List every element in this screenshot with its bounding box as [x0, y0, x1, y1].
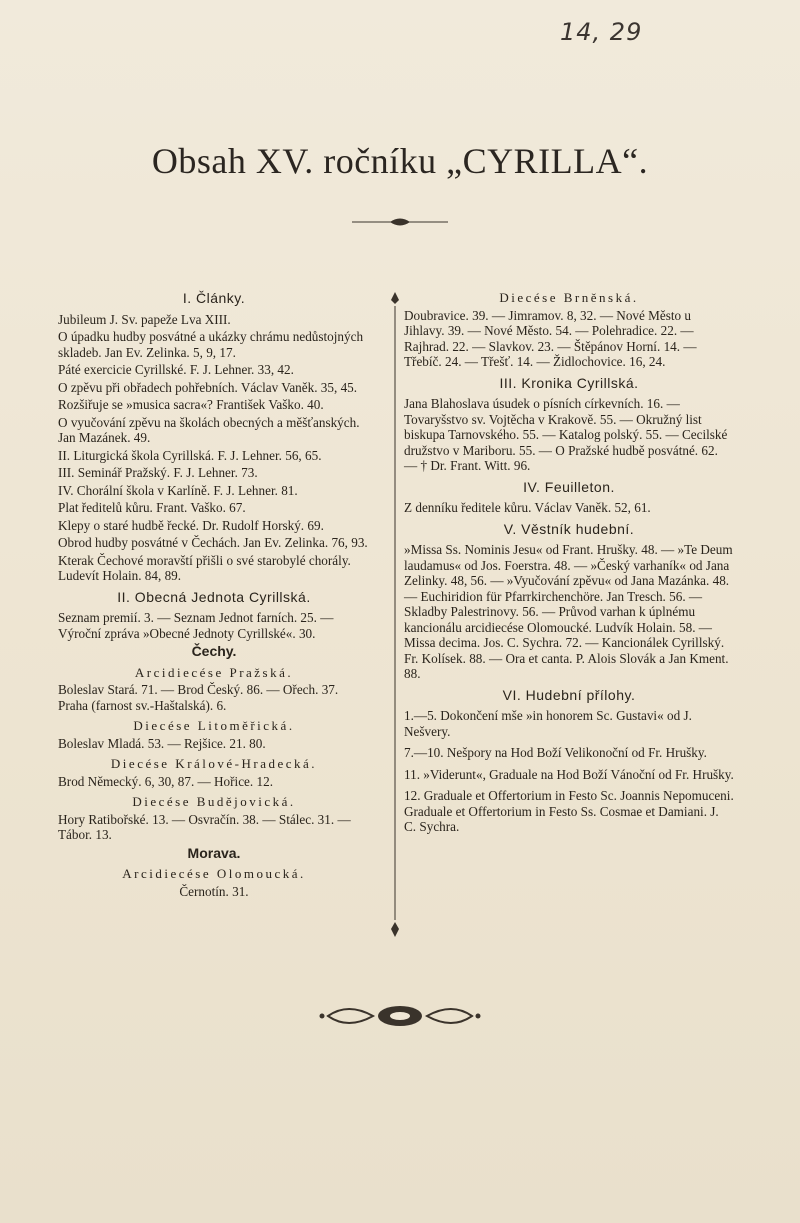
list-item: 7.—10. Nešpory na Hod Boží Velikonoční od Fr. Hrušky. [404, 745, 707, 760]
diocese-heading: Arcidiecése Pražská. [134, 664, 294, 680]
diocese-text: Doubravice. 39. — Jimramov. 8, 32. — Nové Město u Jihlavy. 39. — Nové Město. 54. — Polehradice. 22. — Rajhrad. 22. — Slavkov. 23. — Štěpánov Horní. 14. — Třebíč. 24. — Třešť. 14. — Židlochovice. 16, 24. [404, 307, 697, 369]
list-item: Klepy o staré hudbě řecké. Dr. Rudolf Horský. 69. [58, 517, 324, 533]
ornament-rule-icon [350, 215, 450, 229]
diocese-heading: Diecése Budějovická. [132, 794, 296, 809]
section-title: III. Kronika Cyrillská. [499, 374, 639, 391]
list-item: 11. »Viderunt«, Graduale na Hod Boží Vánoční od Fr. Hrušky. [404, 766, 734, 782]
diocese-heading: Diecése Brněnská. [499, 290, 639, 305]
list-item: 1.—5. Dokončení mše »in honorem Sc. Gustavi« od J. Nešvery. [404, 708, 692, 739]
list-item: O zpěvu při obřadech pohřebních. Václav Vaněk. 35, 45. [58, 379, 358, 395]
section-title: II. Obecná Jednota Cyrillská. [117, 588, 311, 605]
diocese-heading: Arcidiecése Olomoucká. [122, 866, 306, 881]
page-title: Obsah XV. ročníku „CYRILLA“. [151, 141, 649, 181]
section-text: »Missa Ss. Nominis Jesu« od Frant. Hrušky. 48. — »Te Deum laudamus« od Jos. Foerstra. 48. — »Český varhaník« od Jana Zelinky. 48, 56. — »Vyučování zpěvu« od Jana Mazánka. 48. — Euchiridion für Pfarrkirchenchöre. Jan Tresch. 56. — Skladby Palestrinovy. 56. — Průvod varhan k úplnému kancionálu arcidiecése Olomoucké. Ludvík Holain. 58. — Missa decima. Jos. C. Sychra. 72. — Kancionálek Cyrillský. Fr. Kolísek. 88. — Ora et canta. P. Alois Slovák a Jan Kment. 88. [404, 542, 733, 681]
section-title: IV. Feuilleton. [523, 478, 615, 495]
column-divider-icon [389, 292, 401, 937]
right-column [404, 285, 734, 841]
section-title: I. Články. [182, 290, 246, 306]
list-item: O úpadku hudby posvátné a ukázky chrámu nedůstojných skladeb. Jan Ev. Zelinka. 5, 9, 17. [58, 329, 364, 360]
section-text: Z denníku ředitele kůru. Václav Vaněk. 52, 61. [404, 500, 651, 515]
diocese-text: Boleslav Mladá. 53. — Rejšice. 21. 80. [58, 735, 266, 751]
diocese-text: Hory Ratibořské. 13. — Osvračín. 38. — Stálec. 31. — Tábor. 13. [58, 811, 351, 842]
diocese-text: Černotín. 31. [179, 883, 249, 899]
section-text: Jana Blahoslava úsudek o písních církevních. 16. — Tovaryšstvo sv. Vojtěcha v Krakově. 55. — Okružný list biskupa Tarnovského. 55. — Katalog polský. 55. — Cecilské družstvo v Mariboru. 55. — O Pražské hudbě posvátné. 62. — † Dr. Frant. Witt. 96. [404, 396, 728, 473]
list-item: Obrod hudby posvátné v Čechách. Jan Ev. Zelinka. 76, 93. [58, 535, 368, 550]
diocese-text: Boleslav Stará. 71. — Brod Český. 86. — Ořech. 37. Praha (farnost sv.-Haštalská). 6. [58, 682, 339, 713]
list-item: Plat ředitelů kůru. Frant. Vaško. 67. [58, 500, 246, 515]
diocese-heading: Diecése Litoměřická. [133, 718, 295, 733]
decorative-vignette-icon [318, 998, 482, 1034]
region-heading: Morava. [187, 844, 241, 861]
list-item: II. Liturgická škola Cyrillská. F. J. Lehner. 56, 65. [58, 447, 322, 463]
diocese-heading: Diecése Králové-Hradecká. [110, 756, 318, 771]
list-item: 12. Graduale et Offertorium in Festo Sc. Joannis Nepomuceni. Graduale et Offertorium in Festo Ss. Cosmae et Damiani. J. C. Sychra. [404, 788, 734, 834]
list-item: Páté exercicie Cyrillské. F. J. Lehner. 33, 42. [58, 362, 294, 377]
section-text: Seznam premií. 3. — Seznam Jednot farních. 25. — Výroční zpráva »Obecné Jednoty Cyrillské«. 30. [58, 610, 334, 641]
list-item: Jubileum J. Sv. papeže Lva XIII. [58, 311, 231, 327]
list-item: O vyučování zpěvu na školách obecných a měšťanských. Jan Mazánek. 49. [58, 414, 360, 445]
handwritten-note: 14, 29 [560, 18, 643, 46]
region-heading: Čechy. [191, 643, 237, 659]
list-item: Rozšiřuje se »musica sacra«? František Vaško. 40. [58, 397, 324, 412]
section-title: VI. Hudební přílohy. [502, 686, 636, 703]
left-column [58, 285, 370, 899]
diocese-text: Brod Německý. 6, 30, 87. — Hořice. 12. [58, 773, 273, 789]
list-item: Kterak Čechové moravští přišli o své starobylé chorály. Ludevít Holain. 84, 89. [58, 552, 351, 583]
list-item: IV. Chorální škola v Karlíně. F. J. Lehner. 81. [58, 482, 298, 498]
section-title: V. Věstník hudební. [503, 520, 635, 537]
list-item: III. Seminář Pražský. F. J. Lehner. 73. [58, 465, 258, 480]
